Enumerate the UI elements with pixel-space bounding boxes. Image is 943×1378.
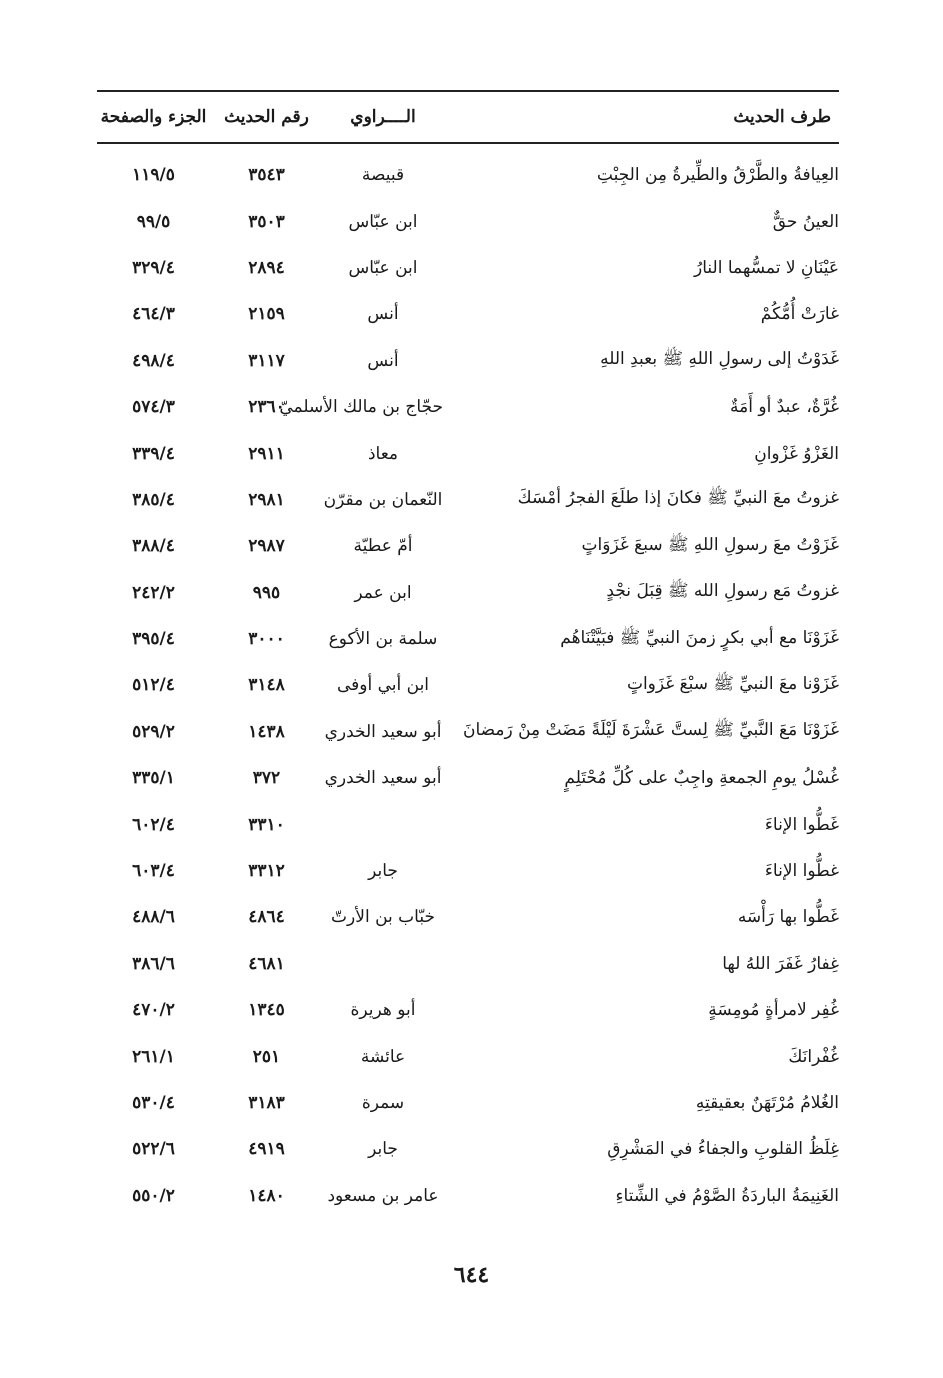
hadith-number: ٢٣٦٠: [248, 397, 285, 418]
volume-page: ٥٢٩/٢: [132, 721, 175, 742]
narrator: ابن عبّاس: [348, 257, 418, 278]
hadith-text: الغَزْوُ غَزْوانِ: [754, 443, 839, 464]
hadith-text: غِلَظُ القلوبِ والجفاءُ في المَشْرِقِ: [607, 1139, 839, 1160]
hadith-number: ١٤٣٨: [248, 721, 285, 742]
volume-page: ٣٨٥/٤: [132, 489, 175, 510]
hadith-text: غَزَوْتُ معَ رسولِ اللهِ ﷺ سبعَ غَزَوَاتٍ: [581, 534, 839, 555]
hadith-number: ١٣٤٥: [248, 1000, 285, 1021]
table-row: [97, 755, 839, 801]
hadith-text: غزوتُ مَع رسولِ الله ﷺ قِبَلَ نجْدٍ: [606, 581, 839, 602]
narrator: ابن عمر: [354, 582, 412, 603]
volume-page: ٣٨٦/٦: [132, 953, 175, 974]
hadith-number: ١٤٨٠: [248, 1185, 285, 1206]
hadith-text: غُفِر لامرأةٍ مُومِسَةٍ: [708, 1000, 839, 1021]
narrator: قبيصة: [361, 165, 405, 186]
table-body: [97, 143, 839, 1219]
volume-page: ٣٣٩/٤: [132, 443, 175, 464]
hadith-number: ٩٩٥: [252, 582, 281, 603]
hadith-number: ٣١٨٣: [248, 1093, 285, 1113]
table-row: [97, 477, 839, 523]
narrator: معاذ: [367, 443, 399, 464]
hadith-number: ٢٥١: [252, 1046, 281, 1067]
hadith-number: ٣١١٧: [248, 350, 285, 371]
table-row: [97, 291, 839, 337]
table-row: [97, 616, 839, 662]
hadith-number: ٣١٤٨: [248, 675, 285, 696]
table-row: [97, 709, 839, 755]
narrator: جابر: [368, 1139, 398, 1160]
hadith-index-table: [97, 90, 839, 1219]
table-row: [97, 384, 839, 430]
volume-page: ٥٧٤/٣: [132, 397, 175, 418]
narrator: ابن أبي أوفى: [336, 675, 430, 696]
volume-page: ٩٩/٥: [136, 211, 171, 232]
volume-page: ٥٣٠/٤: [132, 1093, 175, 1113]
table-row: [97, 523, 839, 569]
table-row: [97, 1033, 839, 1079]
hadith-text: غَزَوْنَا مَعَ النَّبيِّ ﷺ لِستَّ عَشْرَةَ لَيْلَةً مَضَتْ مِنْ رَمضانَ: [462, 720, 839, 741]
narrator: حجّاج بن مالك الأسلميّ: [279, 397, 443, 418]
table-row: [97, 801, 839, 847]
hadith-text: العينُ حقٌّ: [772, 211, 839, 232]
hadith-text: الغُلامُ مُرْتَهَنٌ بعقيقتِهِ: [695, 1093, 839, 1113]
volume-page: ٢٦١/١: [132, 1046, 175, 1067]
volume-page: ٣٩٥/٤: [132, 629, 175, 650]
table-row: [97, 941, 839, 987]
hadith-number: ٣٠٠٠: [248, 629, 285, 650]
hadith-text: غَطُّوا بها رَأْسَه: [737, 907, 839, 928]
table-row: [97, 198, 839, 244]
volume-page: ٣٨٨/٤: [132, 536, 175, 557]
hadith-number: ٤٦٨١: [248, 953, 285, 974]
table-row: [97, 1080, 839, 1126]
hadith-number: ٢٩١١: [248, 443, 285, 464]
page-number: ٦٤٤: [453, 1262, 490, 1288]
hadith-text: غَدَوْتُ إلى رسولِ اللهِ ﷺ بعبدِ اللهِ: [600, 349, 839, 370]
volume-page: ٥١٢/٤: [132, 675, 175, 696]
table-row: [97, 1173, 839, 1219]
hadith-number: ٣٥٤٣: [248, 165, 285, 186]
narrator: أبو سعيد الخدري: [324, 768, 442, 789]
table-row: [97, 662, 839, 708]
narrator: النّعمان بن مقرّن: [323, 489, 443, 510]
header-narrator: الــــراوي: [323, 91, 443, 143]
volume-page: ٥٢٢/٦: [132, 1139, 175, 1160]
table-row: [97, 894, 839, 940]
volume-page: ٥٥٠/٢: [132, 1185, 175, 1206]
table-row: [97, 848, 839, 894]
table-row: [97, 570, 839, 616]
hadith-text: غُسْلُ يومِ الجمعةِ واجِبٌ على كُلِّ مُحْتَلِمٍ: [564, 768, 839, 789]
hadith-text: غَزَوْنَا مع أبي بكرٍ زمنَ النبيِّ ﷺ فبَيَّتْنَاهُم: [560, 627, 839, 648]
table-row: [97, 143, 839, 198]
table-header: [97, 91, 839, 143]
hadith-number: ٣٥٠٣: [248, 211, 285, 232]
volume-page: ٤٦٤/٣: [132, 304, 175, 325]
narrator: أبو سعيد الخدري: [324, 721, 442, 742]
narrator: سلمة بن الأكوع: [328, 629, 438, 650]
hadith-text: الغَنِيمَةُ الباردَةُ الصَّوْمُ في الشِّتاءِ: [615, 1185, 839, 1206]
narrator: أمّ عطيّة: [353, 536, 413, 557]
hadith-text: غَزَوْنا معَ النبيِّ ﷺ سبْعَ غَزَواتٍ: [626, 673, 839, 694]
hadith-number: ٢١٥٩: [248, 304, 285, 325]
hadith-text: غزوتُ معَ النبيِّ ﷺ فكانَ إذا طلَعَ الفجرُ أمْسَكَ: [517, 488, 839, 509]
narrator: أنس: [367, 304, 399, 325]
narrator: سمرة: [361, 1093, 405, 1113]
narrator: عائشة: [360, 1046, 406, 1067]
hadith-number: ٤٩١٩: [248, 1139, 285, 1160]
header-row: [97, 91, 839, 143]
narrator: جابر: [368, 861, 398, 882]
hadith-text: غِفارُ غَفَرَ اللهُ لها: [722, 953, 839, 974]
narrator: ابن عبّاس: [348, 211, 418, 232]
volume-page: ٤٨٨/٦: [132, 907, 175, 928]
narrator: خبّاب بن الأرتّ: [331, 907, 435, 928]
hadith-number: ٤٨٦٤: [248, 907, 285, 928]
volume-page: ٣٣٥/١: [132, 768, 175, 789]
hadith-number: ٢٩٨١: [248, 489, 285, 510]
narrator: [323, 941, 443, 987]
volume-page: ٦٠٣/٤: [132, 861, 175, 882]
narrator: [323, 801, 443, 847]
hadith-text: غارَتْ أُمُّكُمْ: [760, 304, 839, 325]
volume-page: ٤٩٨/٤: [132, 350, 175, 371]
hadith-number: ٣٣١٢: [248, 861, 285, 882]
narrator: أنس: [367, 350, 399, 371]
hadith-text: غُفْرانَكَ: [788, 1046, 839, 1067]
volume-page: ١١٩/٥: [132, 165, 175, 186]
table-row: [97, 1126, 839, 1172]
narrator: عامر بن مسعود: [327, 1185, 439, 1206]
volume-page: ٢٤٢/٢: [132, 582, 175, 603]
narrator: أبو هريرة: [350, 1000, 416, 1021]
header-number: رقم الحديث: [210, 91, 323, 143]
header-volume-page: الجزء والصفحة: [97, 91, 210, 143]
hadith-number: ٢٨٩٤: [248, 257, 285, 278]
hadith-text: العِيافةُ والطَّرْقُ والطِّيرةُ مِن الجِبْتِ: [596, 165, 839, 186]
header-hadith: طرف الحديث: [443, 91, 839, 143]
table-row: [97, 245, 839, 291]
volume-page: ٣٢٩/٤: [132, 257, 175, 278]
hadith-number: ٣٣١٠: [248, 814, 285, 835]
hadith-number: ٢٩٨٧: [248, 536, 285, 557]
hadith-text: غُرَّةٌ، عبدٌ أو أَمَةٌ: [730, 397, 839, 418]
hadith-text: غطُّوا الإناءَ: [764, 861, 839, 882]
hadith-text: غَطُّوا الإناءَ: [764, 814, 839, 835]
volume-page: ٦٠٢/٤: [132, 814, 175, 835]
table-row: [97, 430, 839, 476]
table-row: [97, 338, 839, 384]
volume-page: ٤٧٠/٢: [132, 1000, 175, 1021]
table-row: [97, 987, 839, 1033]
hadith-number: ٣٧٢: [252, 768, 281, 789]
hadith-text: عَيْنَانِ لا تمسُّهما النارُ: [694, 257, 839, 278]
